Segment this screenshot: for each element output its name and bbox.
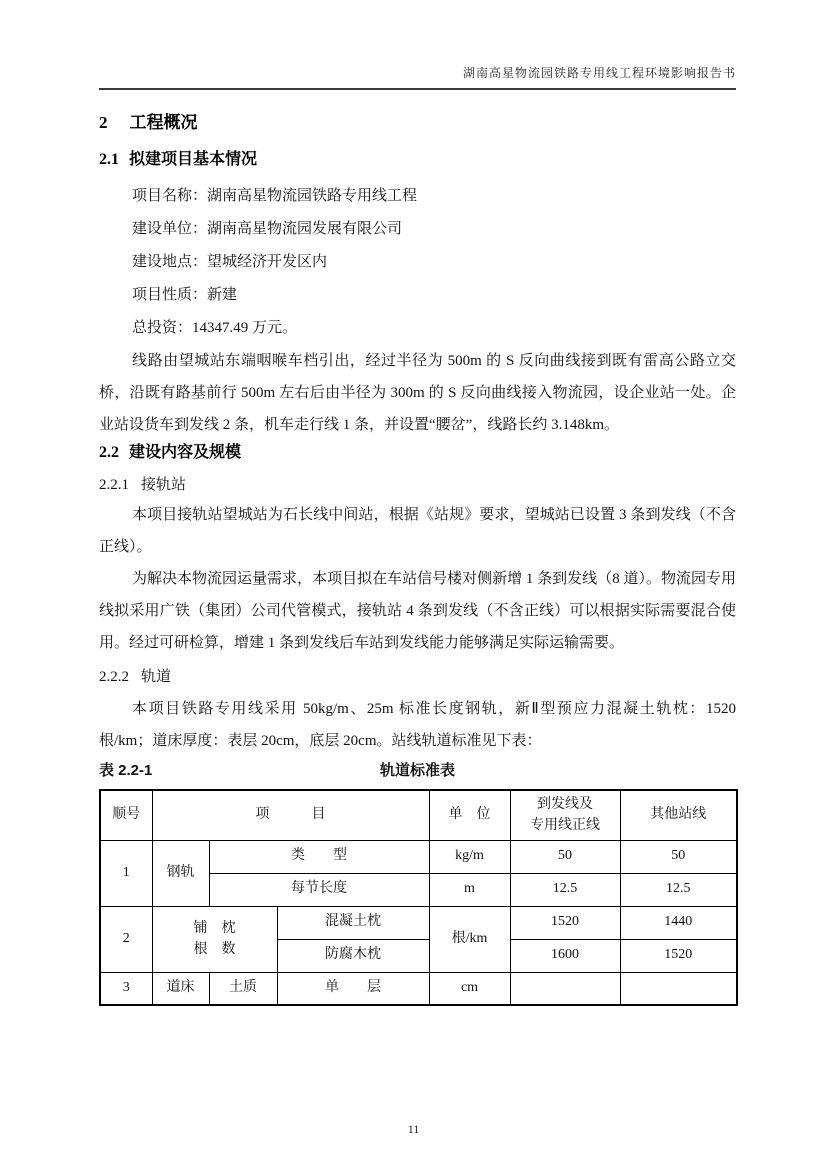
cell-ballast-main (510, 972, 620, 1005)
table-row-ballast (100, 972, 737, 1005)
cell-ballast-unit: cm (429, 972, 510, 1005)
cell-rail-type-label: 类 型 (209, 840, 429, 873)
cell-rail-type-main: 50 (510, 840, 620, 873)
cell-group-rail: 钢轨 (152, 840, 209, 906)
info-item-builder: 建设单位：湖南高星物流园发展有限公司 (132, 221, 403, 237)
info-item-nature: 项目性质：新建 (132, 287, 238, 303)
section-heading-2 (99, 110, 736, 136)
cell-seq-1: 1 (100, 840, 152, 906)
cell-group-sleeper-line1: 铺 枕 (193, 921, 236, 936)
cell-rail-len-label: 每节长度 (209, 873, 429, 906)
cell-sleeper-wood-main: 1600 (510, 939, 620, 972)
info-item-investment: 总投资：14347.49 万元。 (132, 320, 298, 336)
paragraph-junction-1: 本项目接轨站望城站为石长线中间站，根据《站规》要求，望城站已设置 3 条到发线（不含正线）。 (99, 507, 736, 555)
section-number: 2 (99, 113, 108, 132)
section-number: 2.1 (99, 151, 119, 168)
cell-rail-len-main: 12.5 (510, 873, 620, 906)
cell-sleeper-unit: 根/km (429, 906, 510, 972)
section-heading-2-2-2 (99, 665, 736, 689)
running-header-text: 湖南高星物流园铁路专用线工程环境影响报告书 (462, 66, 736, 80)
cell-group-ballast: 道床 (152, 972, 209, 1005)
section-title: 建设内容及规模 (129, 444, 242, 461)
section-title: 工程概况 (129, 113, 198, 132)
cell-group-sleeper (152, 906, 277, 972)
col-header-mainline-line1: 到发线及 (537, 797, 593, 813)
paragraph-junction-2: 为解决本物流园运量需求，本项目拟在车站信号楼对侧新增 1 条到发线（8 道）。物流园专用线拟采用广铁（集团）公司代管模式，接轨站 4 条到发线（不含正线）可以根据实际需要混合使用。经过可研检算，增建 1 条到发线后车站到发线能力能够满足实际运输需要。 (99, 571, 736, 651)
cell-rail-len-unit: m (429, 873, 510, 906)
table-row-sleeper-concrete (100, 906, 737, 939)
section-number: 2.2.1 (99, 477, 129, 493)
table-header-row (100, 790, 737, 840)
table-row-rail-type (100, 840, 737, 873)
cell-rail-type-unit: kg/m (429, 840, 510, 873)
running-header (99, 0, 736, 90)
cell-ballast-sub: 土质 (209, 972, 277, 1005)
cell-seq-3: 3 (100, 972, 152, 1005)
col-header-other: 其他站线 (620, 790, 737, 840)
col-header-unit: 单 位 (429, 790, 510, 840)
cell-sleeper-concrete-main: 1520 (510, 906, 620, 939)
section-heading-2-2 (99, 441, 736, 465)
table-caption (99, 759, 736, 783)
basic-info-list (99, 180, 736, 345)
table-title: 轨道标准表 (379, 762, 455, 779)
section-title: 接轨站 (141, 477, 187, 493)
paragraph-route: 线路由望城站东端咽喉车档引出，经过半径为 500m 的 S 反向曲线接到既有雷高公路立交桥，沿既有路基前行 500m 左右后由半径为 300m 的 S 反向曲线接入物流园，设企业站一处。企业站设货车到发线 2 条，机车走行线 1 条，并设置“腰岔”，线路长约 3.148km。 (99, 353, 736, 433)
cell-sleeper-wood-other: 1520 (620, 939, 737, 972)
cell-ballast-other (620, 972, 737, 1005)
section-number: 2.2.2 (99, 669, 129, 685)
info-item-project-name: 项目名称：湖南高星物流园铁路专用线工程 (132, 188, 418, 204)
col-header-item: 项 目 (152, 790, 429, 840)
info-item-location: 建设地点：望城经济开发区内 (132, 254, 328, 270)
track-standard-table (99, 789, 738, 1006)
cell-sleeper-concrete-other: 1440 (620, 906, 737, 939)
table-label: 表 2.2-1 (99, 762, 153, 779)
section-number: 2.2 (99, 444, 119, 461)
section-title: 轨道 (141, 669, 172, 685)
section-heading-2-2-1 (99, 473, 736, 497)
col-header-mainline (510, 790, 620, 840)
cell-rail-len-other: 12.5 (620, 873, 737, 906)
col-header-seq: 顺号 (100, 790, 152, 840)
cell-ballast-label: 单 层 (277, 972, 429, 1005)
cell-seq-2: 2 (100, 906, 152, 972)
cell-group-sleeper-line2: 根 数 (193, 942, 236, 957)
cell-sleeper-wood-label: 防腐木枕 (277, 939, 429, 972)
cell-rail-type-other: 50 (620, 840, 737, 873)
cell-sleeper-concrete-label: 混凝土枕 (277, 906, 429, 939)
page-number: 11 (407, 1122, 420, 1136)
col-header-mainline-line2: 专用线正线 (530, 818, 600, 834)
paragraph-track: 本项目铁路专用线采用 50kg/m、25m 标准长度钢轨，新Ⅱ型预应力混凝土轨枕：1520 根/km；道床厚度：表层 20cm，底层 20cm。站线轨道标准见下表： (99, 701, 736, 749)
section-title: 拟建项目基本情况 (129, 151, 258, 168)
section-heading-2-1 (99, 148, 736, 172)
